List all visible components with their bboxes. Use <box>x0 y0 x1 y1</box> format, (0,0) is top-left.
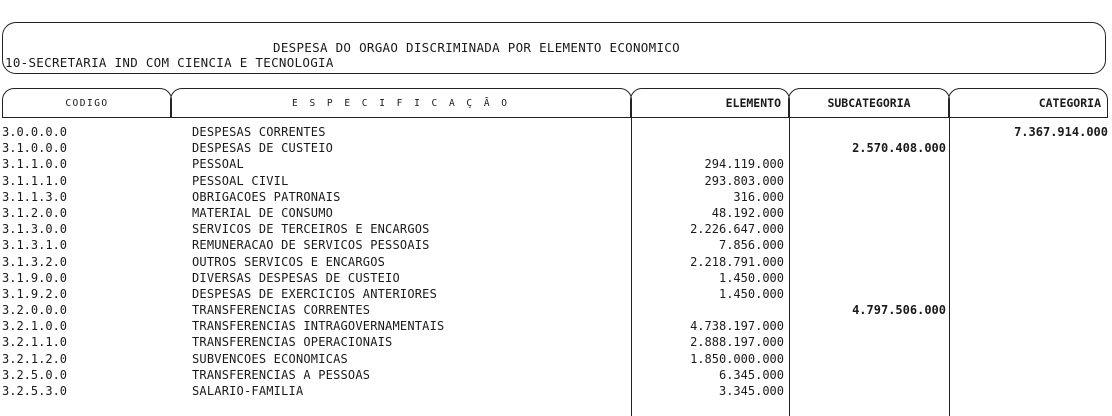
cell-elemento: 1.850.000.000 <box>690 351 784 366</box>
cell-especificacao: SALARIO-FAMILIA <box>192 384 304 398</box>
table-row <box>0 124 1112 140</box>
cell-especificacao: DESPESAS DE EXERCICIOS ANTERIORES <box>192 286 438 301</box>
cell-especificacao: TRANSFERENCIAS INTRAGOVERNAMENTAIS <box>192 319 445 334</box>
cell-especificacao: OBRIGACOES PATRONAIS <box>192 189 341 204</box>
table-row <box>0 367 1112 383</box>
cell-especificacao: PESSOAL CIVIL <box>192 173 289 188</box>
cell-subcategoria: 2.570.408.000 <box>852 141 946 156</box>
table-row <box>0 302 1112 318</box>
table-row <box>0 383 1112 399</box>
cell-codigo: 3.1.1.0.0 <box>2 157 68 172</box>
cell-codigo: 3.0.0.0.0 <box>2 125 68 139</box>
cell-elemento: 3.345.000 <box>718 384 784 398</box>
cell-elemento: 293.803.000 <box>704 173 784 188</box>
report-title: DESPESA DO ORGAO DISCRIMINADA POR ELEMENTO ECONOMICO <box>273 40 680 55</box>
cell-categoria: 7.367.914.000 <box>1014 125 1108 139</box>
column-header-especificacao: E S P E C I F I C A Ç Ã O <box>170 88 632 118</box>
table-row <box>0 351 1112 367</box>
cell-elemento: 294.119.000 <box>704 157 784 172</box>
cell-elemento: 316.000 <box>733 189 784 204</box>
cell-especificacao: SERVICOS DE TERCEIROS E ENCARGOS <box>192 222 430 237</box>
column-header-subcategoria: SUBCATEGORIA <box>788 88 950 118</box>
table-row <box>0 254 1112 270</box>
cell-codigo: 3.1.9.0.0 <box>2 270 68 285</box>
cell-codigo: 3.1.3.1.0 <box>2 238 68 253</box>
cell-especificacao: DIVERSAS DESPESAS DE CUSTEIO <box>192 270 400 285</box>
cell-codigo: 3.2.1.0.0 <box>2 319 68 334</box>
report-subtitle: 10-SECRETARIA IND COM CIENCIA E TECNOLOGIA <box>5 55 334 70</box>
cell-elemento: 7.856.000 <box>718 238 784 253</box>
cell-especificacao: OUTROS SERVICOS E ENCARGOS <box>192 254 386 269</box>
cell-especificacao: SUBVENCOES ECONOMICAS <box>192 351 348 366</box>
cell-subcategoria: 4.797.506.000 <box>852 303 946 318</box>
cell-elemento: 2.226.647.000 <box>690 222 784 237</box>
table-body <box>0 124 1112 399</box>
column-header-categoria: CATEGORIA <box>948 88 1108 118</box>
cell-codigo: 3.2.5.0.0 <box>2 367 68 382</box>
cell-codigo: 3.2.1.1.0 <box>2 335 68 350</box>
cell-codigo: 3.1.9.2.0 <box>2 286 68 301</box>
table-row <box>0 237 1112 253</box>
cell-especificacao: REMUNERACAO DE SERVICOS PESSOAIS <box>192 238 430 253</box>
cell-elemento: 2.888.197.000 <box>690 335 784 350</box>
cell-especificacao: DESPESAS CORRENTES <box>192 125 326 139</box>
table-row <box>0 334 1112 350</box>
table-row <box>0 205 1112 221</box>
cell-especificacao: MATERIAL DE CONSUMO <box>192 205 334 220</box>
column-header-elemento: ELEMENTO <box>630 88 790 118</box>
table-row <box>0 173 1112 189</box>
table-row <box>0 286 1112 302</box>
cell-especificacao: TRANSFERENCIAS CORRENTES <box>192 303 371 318</box>
table-row <box>0 189 1112 205</box>
cell-elemento: 48.192.000 <box>711 205 784 220</box>
cell-codigo: 3.1.3.0.0 <box>2 222 68 237</box>
cell-especificacao: TRANSFERENCIAS A PESSOAS <box>192 367 371 382</box>
table-row <box>0 156 1112 172</box>
report-header <box>2 22 1106 74</box>
cell-elemento: 4.738.197.000 <box>690 319 784 334</box>
cell-especificacao: TRANSFERENCIAS OPERACIONAIS <box>192 335 393 350</box>
cell-elemento: 1.450.000 <box>718 286 784 301</box>
cell-codigo: 3.2.0.0.0 <box>2 303 68 318</box>
table-row <box>0 140 1112 156</box>
cell-codigo: 3.1.0.0.0 <box>2 141 68 156</box>
cell-codigo: 3.2.5.3.0 <box>2 384 68 398</box>
cell-codigo: 3.1.1.3.0 <box>2 189 68 204</box>
column-header-codigo: CODIGO <box>2 88 172 118</box>
cell-elemento: 1.450.000 <box>718 270 784 285</box>
table-row <box>0 318 1112 334</box>
cell-especificacao: PESSOAL <box>192 157 244 172</box>
cell-codigo: 3.1.3.2.0 <box>2 254 68 269</box>
cell-codigo: 3.1.2.0.0 <box>2 205 68 220</box>
table-row <box>0 221 1112 237</box>
cell-elemento: 6.345.000 <box>718 367 784 382</box>
cell-codigo: 3.2.1.2.0 <box>2 351 68 366</box>
table-row <box>0 270 1112 286</box>
cell-elemento: 2.218.791.000 <box>690 254 784 269</box>
cell-especificacao: DESPESAS DE CUSTEIO <box>192 141 334 156</box>
cell-codigo: 3.1.1.1.0 <box>2 173 68 188</box>
